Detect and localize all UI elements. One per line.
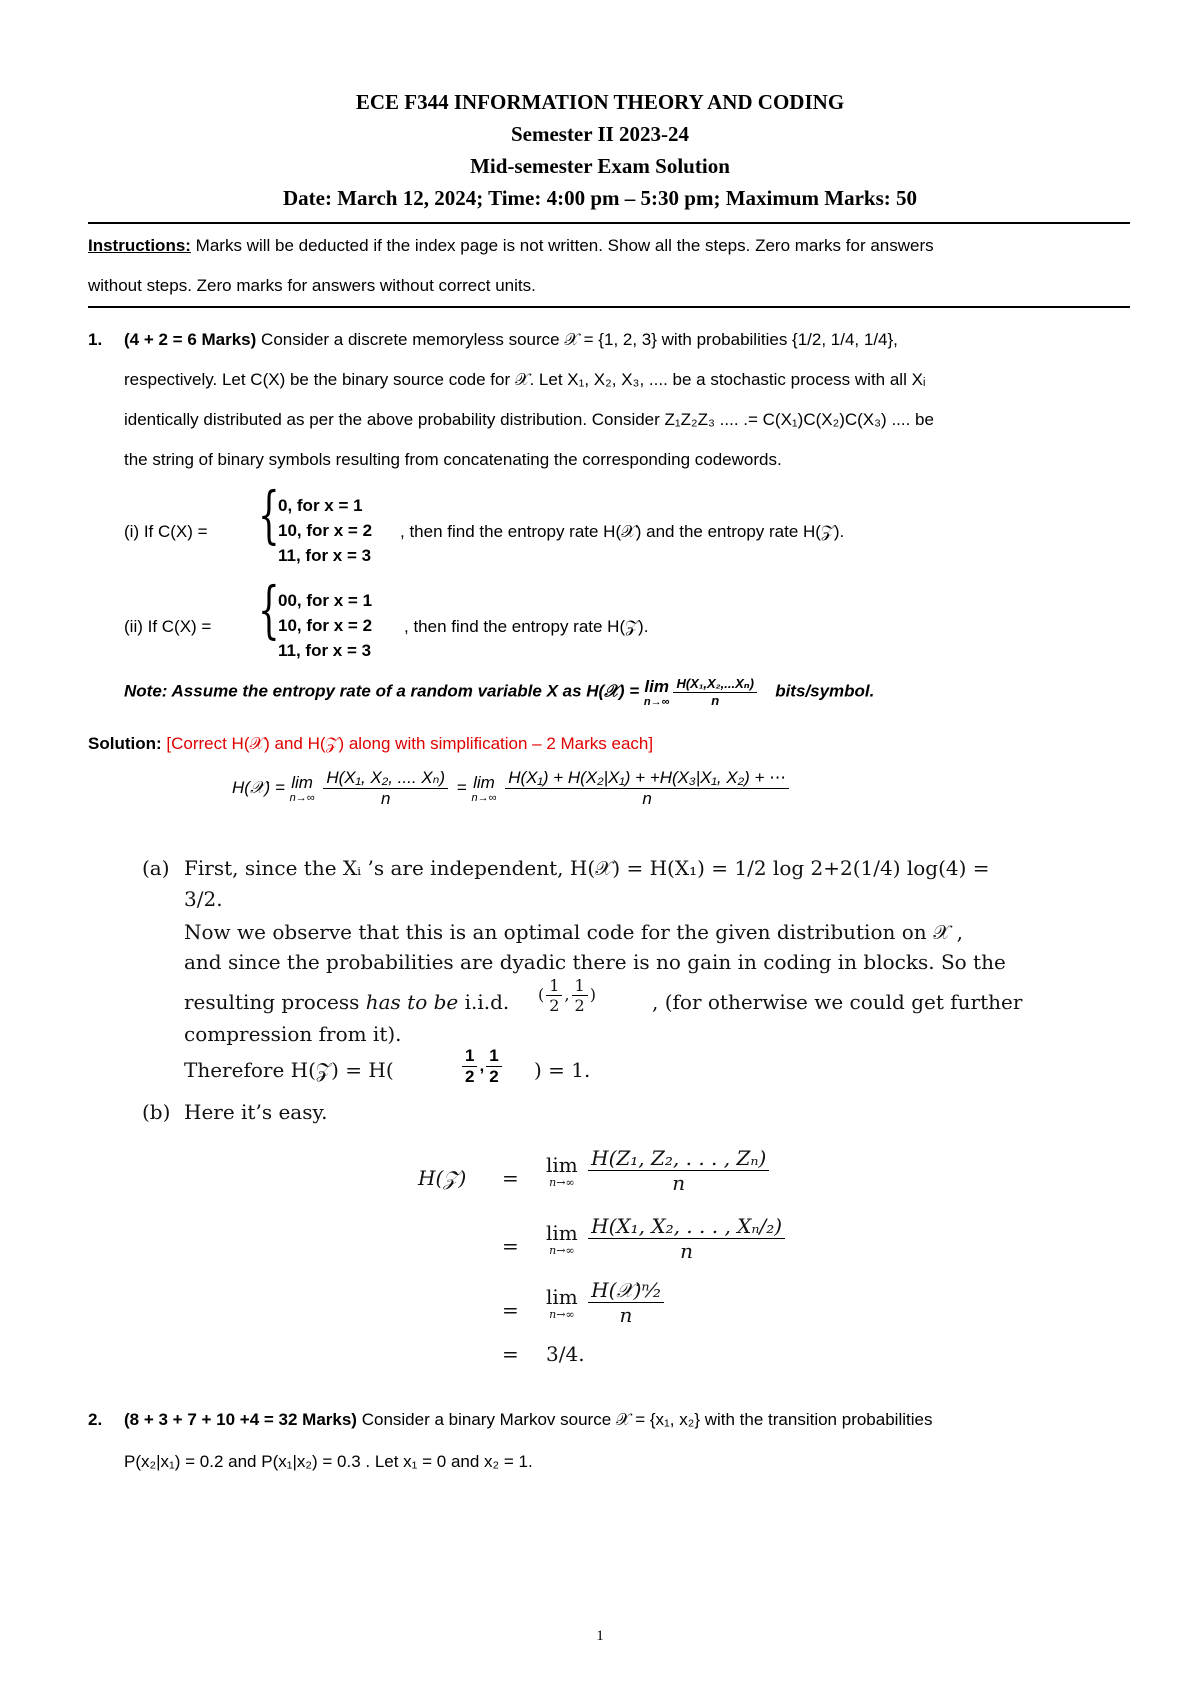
solution-a-line-5: resulting process has to be i.i.d. (184, 990, 510, 1014)
entropy-rate-equation: H(𝒳) = lim n→∞ $\frac{\text{H(X₁, X₂, .... Xₙ)}}{n}$ = lim n→∞ $\frac{\text{H(X₁) + H(X₂|X₁) + +H(X₃|X₁, X₂) + ⋯}}{n}$ (232, 768, 793, 809)
solution-a-line-7-end: ) = 1. (534, 1058, 591, 1082)
part-ii-prefix: (ii) If C(X) = (124, 617, 212, 636)
solution-heading (88, 734, 653, 754)
part-i-case-3: 11, for x = 3 (278, 546, 372, 565)
part-ii-case-2: 10, for x = 2 (278, 616, 373, 635)
solution-b-eq-4: = (502, 1342, 519, 1366)
solution-b-text: Here it’s easy. (184, 1100, 328, 1124)
part-ii-suffix: , then find the entropy rate H(𝒵). (404, 617, 649, 636)
bernoulli-half-half: ( $\frac{1}{2}$ , $\frac{1}{2}$ ) (538, 976, 596, 1015)
solution-a-line-2: 3/2. (184, 887, 223, 911)
semester-line: Semester II 2023-24 (510, 122, 690, 146)
solution-b-row-2: lim n→∞ $\frac{\text{H(X₁, X₂, . . . , Xₙ/₂)}}{n}$ (546, 1214, 789, 1263)
part-ii-brace: { (258, 573, 280, 646)
solution-b-eq-3: = (502, 1298, 519, 1322)
solution-b-eq-2: = (502, 1234, 519, 1258)
solution-a-line-5-end: , (for otherwise we could get further (652, 990, 1023, 1014)
solution-b-result: 3/4. (546, 1342, 585, 1366)
instructions-line-1: Instructions: Marks will be deducted if the index page is not written. Show all the steps. Zero marks for answers (88, 236, 934, 255)
document-title: ECE F344 INFORMATION THEORY AND CODING (355, 90, 845, 114)
question-2-line-1: (8 + 3 + 7 + 10 +4 = 32 Marks) Consider a binary Markov source 𝒳 = {x₁, x₂} with the transition probabilities (124, 1410, 933, 1429)
solution-b-lhs: H(𝒵) (418, 1166, 467, 1190)
question-1-line-1: (4 + 2 = 6 Marks) Consider a discrete memoryless source 𝒳 = {1, 2, 3} with probabilities {1/2, 1/4, 1/4}, (124, 330, 898, 349)
part-i-case-1: 0, for x = 1 (278, 496, 363, 515)
part-ii-case-3: 11, for x = 3 (278, 641, 372, 660)
solution-label: Solution: (88, 734, 162, 753)
solution-marking-scheme: [Correct H(𝒳) and H(𝒵) along with simplification – 2 Marks each] (161, 734, 654, 753)
page-number: 1 (596, 1628, 604, 1644)
half-half-bold: $\frac{1}{2}$ , $\frac{1}{2}$ (460, 1046, 504, 1087)
question-2-number: 2. (88, 1410, 103, 1429)
solution-a-line-4: and since the probabilities are dyadic there is no gain in coding in blocks. So the (184, 950, 1006, 974)
part-i-suffix: , then find the entropy rate H(𝒳) and the entropy rate H(𝒵). (400, 522, 845, 541)
question-1-number: 1. (88, 330, 103, 349)
solution-a-line-1: First, since the Xᵢ ’s are independent, H(𝒳) = H(X₁) = 1/2 log 2+2(1/4) log(4) = (184, 856, 990, 880)
question-1-line-2: respectively. Let C(X) be the binary source code for 𝒳. Let X₁, X₂, X₃, .... be a stochastic process with all Xᵢ (124, 370, 926, 389)
instructions-rule (88, 306, 1130, 308)
solution-b-eq-1: = (502, 1166, 519, 1190)
question-2-line-2: P(x₂|x₁) = 0.2 and P(x₁|x₂) = 0.3 . Let x₁ = 0 and x₂ = 1. (124, 1452, 533, 1471)
top-rule (88, 222, 1130, 224)
part-i-case-2: 10, for x = 2 (278, 521, 373, 540)
solution-b-row-3: lim n→∞ $\frac{\text{H(𝒳)ⁿ⁄₂}}{n}$ (546, 1278, 668, 1327)
part-ii-cases (278, 591, 372, 666)
question-1-line-3: identically distributed as per the above probability distribution. Consider Z₁Z₂Z₃ .... .= C(X₁)C(X₂)C(X₃) .... be (124, 410, 934, 429)
exam-details-line: Date: March 12, 2024; Time: 4:00 pm – 5:30 pm; Maximum Marks: 50 (283, 186, 917, 210)
solution-a-line-7: Therefore H(𝒵) = H( (184, 1058, 394, 1082)
part-i-prefix: (i) If C(X) = (124, 522, 208, 541)
solution-b-label: (b) (142, 1100, 171, 1124)
solution-a-line-3: Now we observe that this is an optimal code for the given distribution on 𝒳 , (184, 920, 963, 944)
entropy-rate-note: Note: Assume the entropy rate of a random variable X as H(𝒳) = lim n→∞ $\frac{\text{H(X₁,X₂,...Xₙ)}}{n}$ bits/symbol. (124, 676, 875, 708)
instructions-label: Instructions: (88, 236, 191, 255)
part-ii-case-1: 00, for x = 1 (278, 591, 373, 610)
question-1-line-4: the string of binary symbols resulting from concatenating the corresponding codewords. (124, 450, 782, 469)
solution-a-label: (a) (142, 856, 170, 880)
solution-b-row-1: lim n→∞ $\frac{\text{H(Z₁, Z₂, . . . , Zₙ)}}{n}$ (546, 1146, 773, 1195)
part-i-brace: { (258, 478, 280, 551)
question-1-marks: (4 + 2 = 6 Marks) (124, 330, 257, 349)
instructions-line-2: without steps. Zero marks for answers without correct units. (88, 276, 536, 295)
question-2-marks: (8 + 3 + 7 + 10 +4 = 32 Marks) (124, 1410, 357, 1429)
part-i-cases (278, 496, 372, 571)
exam-type-line: Mid-semester Exam Solution (470, 154, 730, 178)
solution-a-line-6: compression from it). (184, 1022, 402, 1046)
